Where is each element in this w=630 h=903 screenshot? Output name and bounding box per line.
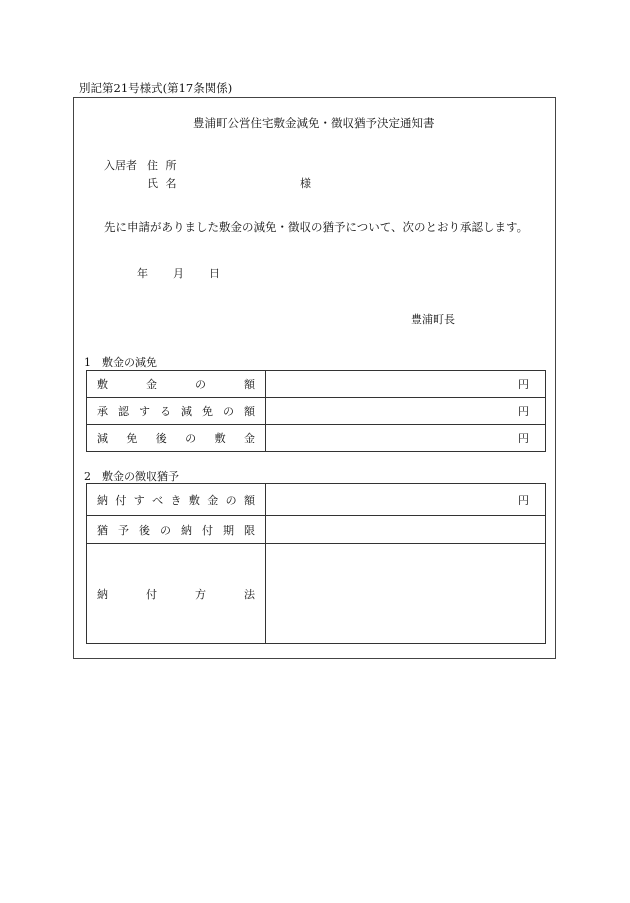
honorific-sama: 様	[300, 177, 311, 190]
label-char: の	[223, 405, 234, 418]
deposit-amount-field[interactable]: 円	[266, 371, 546, 398]
document-title: 豊浦町公営住宅敷金減免・徴収猶予決定通知書	[193, 116, 435, 130]
label-deferred-due-date	[87, 516, 266, 544]
label-char: 後	[155, 432, 167, 445]
table-row	[87, 371, 546, 398]
label-char: 金	[146, 378, 157, 391]
reduction-table	[86, 370, 546, 452]
deposit-after-reduction-field[interactable]: 円	[266, 425, 546, 452]
table-row	[87, 425, 546, 452]
form-number-note: 別記第21号様式(第17条関係)	[79, 81, 233, 95]
label-char: 法	[244, 587, 255, 601]
label-char: 額	[244, 405, 255, 418]
label-char: 額	[244, 493, 255, 507]
label-char: の	[225, 493, 237, 507]
label-char: き	[170, 493, 182, 507]
address-label: 住 所	[147, 159, 179, 172]
label-char: の	[160, 523, 171, 537]
label-deposit-payable	[87, 484, 266, 516]
deferral-table	[86, 483, 546, 644]
label-char: 免	[202, 405, 213, 418]
label-char: 敷	[214, 432, 226, 445]
date-month: 月	[173, 267, 184, 280]
label-char: 方	[195, 587, 206, 601]
label-char: 額	[244, 378, 255, 391]
label-deposit-amount	[87, 371, 266, 398]
label-char: 付	[146, 587, 157, 601]
label-char: 限	[244, 523, 255, 537]
table-row	[87, 544, 546, 644]
label-char: る	[160, 405, 171, 418]
approved-reduction-field[interactable]: 円	[266, 398, 546, 425]
deposit-payable-field[interactable]: 円	[266, 484, 546, 516]
resident-label: 入居者	[104, 159, 137, 172]
label-char: 後	[139, 523, 150, 537]
label-char: す	[139, 405, 150, 418]
label-char: 金	[243, 432, 255, 445]
label-approved-reduction	[87, 398, 266, 425]
table-row	[87, 484, 546, 516]
label-char: 付	[115, 493, 127, 507]
label-char: 納	[97, 493, 108, 507]
label-char: 納	[97, 587, 108, 601]
date-year: 年	[137, 267, 148, 280]
label-char: の	[185, 432, 197, 445]
label-deposit-after-reduction	[87, 425, 266, 452]
date-day: 日	[209, 267, 220, 280]
name-label: 氏 名	[147, 177, 179, 190]
section1-heading: 1 敷金の減免	[84, 356, 157, 369]
issuer-mayor: 豊浦町長	[411, 313, 455, 326]
label-payment-method	[87, 544, 266, 644]
section2-heading: 2 敷金の徴収猶予	[84, 470, 179, 483]
label-char: 減	[181, 405, 192, 418]
payment-method-field[interactable]	[266, 544, 546, 644]
deferred-due-date-field[interactable]	[266, 516, 546, 544]
label-char: 納	[181, 523, 192, 537]
label-char: 承	[97, 405, 108, 418]
label-char: 減	[97, 432, 108, 445]
label-char: 敷	[188, 493, 200, 507]
label-char: 予	[118, 523, 129, 537]
table-row	[87, 398, 546, 425]
label-char: 期	[223, 523, 234, 537]
label-char: 免	[126, 432, 138, 445]
label-char: 認	[118, 405, 129, 418]
table-row	[87, 516, 546, 544]
label-char: の	[195, 378, 206, 391]
label-char: 付	[202, 523, 213, 537]
label-char: 金	[207, 493, 219, 507]
label-char: す	[133, 493, 145, 507]
label-char: 猶	[97, 523, 108, 537]
label-char: 敷	[97, 378, 108, 391]
approval-statement: 先に申請がありました敷金の減免・徴収の猶予について、次のとおり承認します。	[104, 220, 529, 234]
label-char: べ	[152, 493, 164, 507]
